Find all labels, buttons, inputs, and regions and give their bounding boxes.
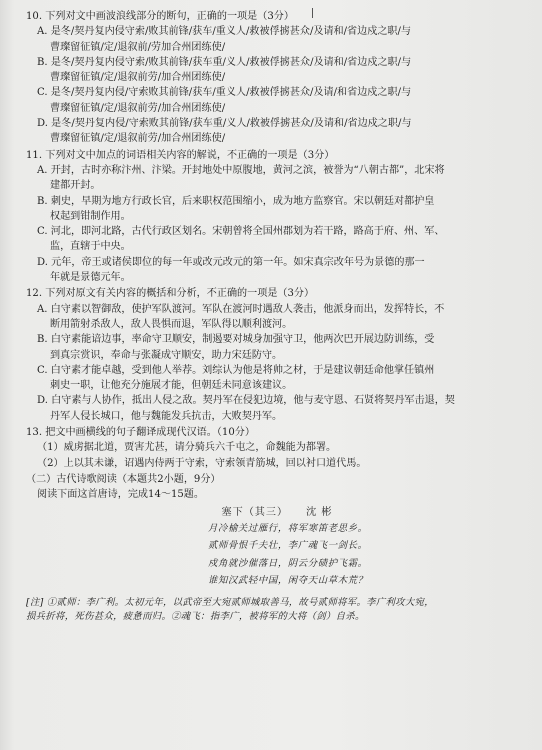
poem-note-1: [注] ①贰师：李广利。太初元年，以武帝至大宛贰师城取善马，故号贰师将军。李广利攻大宛， [26, 596, 434, 608]
poem-heading [26, 505, 528, 520]
poem-line-3: 戍角就沙催落日，阴云分碛护飞霜。 [208, 557, 368, 569]
poem-line-2: 贰师骨恨千夫壮，李广魂飞一剑长。 [208, 540, 368, 552]
q11-option-b-cont: 权起到钳制作用。 [50, 210, 131, 222]
q10-option-b: B. 是冬/契丹复内侵守索/败其前锋/获车重/义人/救被俘掳甚众/及请和/省边戍之职/与 [37, 56, 412, 68]
q12-option-d: D. 白守素与人协作，抵出人侵之敌。契丹军在侵犯边境，他与麦守恩、石贤将契丹军击退，契 [37, 395, 455, 407]
section-instruction: 阅读下面这首唐诗，完成14～15题。 [37, 489, 204, 501]
question-11-stem: 11. 下列对文中加点的词语相关内容的解说，不正确的一项是（3分） [26, 149, 335, 161]
q11-option-d: D. 元年，帝王或诸侯即位的每一年或改元改元的第一年。如宋真宗改年号为景德的那一 [37, 256, 425, 268]
q10-option-d-cont: 曹璨留征镇/定/退叙前劳/加合州团练使/ [50, 133, 226, 145]
q11-option-c-cont: 监，直辖于中央。 [50, 241, 131, 253]
q12-option-b-cont: 到真宗赏识，奉命与张凝成守顺安，助力宋廷防守。 [50, 349, 283, 361]
q12-option-a: A. 白守素以智御敌，使护军队渡河。军队在渡河时遇敌人袭击，他派身而出，发挥特长，不 [37, 303, 445, 315]
poem-title: 塞下（其三） [221, 506, 289, 518]
q12-option-c: C. 白守素才能卓越，受到他人举荐。刘综认为他是将帅之材，于是建议朝廷命他掌任镇州 [37, 364, 435, 376]
q10-option-c-cont: 曹璨留征镇/定/退叙前劳/加合州团练使/ [50, 102, 226, 114]
q12-option-d-cont: 丹军人侵长城口，他与魏能发兵抗击，大败契丹军。 [50, 410, 283, 422]
section-heading: （二）古代诗歌阅读（本题共2小题，9分） [26, 473, 221, 485]
question-13-stem: 13. 把文中画横线的句子翻译成现代汉语。（10分） [26, 427, 255, 439]
poem-author: 沈 彬 [306, 506, 333, 518]
question-12-stem: 12. 下列对原文有关内容的概括和分析，不正确的一项是（3分） [26, 288, 315, 300]
q11-option-c: C. 河北，即河北路，古代行政区划名。宋朝曾将全国州郡划为若干路，路高于府、州、军、 [37, 226, 445, 238]
q10-option-d: D. 是冬/契丹复内侵/守索败其前锋/获车重/义人/救被俘掳甚众/及请和/省边戍之职/与 [37, 118, 412, 130]
q13-sentence-2: （2）上以其未谦，诏遇内侍两于守索，守索领青筋城，回以衬口道代馬。 [37, 457, 367, 469]
poem-note-2: 损兵折将，死伤甚众，疲惫而归。②魂飞：指李广，被将军的大将（剑）自杀。 [26, 610, 365, 622]
q13-sentence-1: （1）威虏据北道，贾害尤甚，请分骑兵六千屯之，命魏能为都署。 [37, 442, 337, 454]
q10-option-b-cont: 曹璨留征镇/定/退叙前劳/加合州团练使/ [50, 72, 226, 84]
q11-option-d-cont: 年就是景德元年。 [50, 272, 131, 284]
q10-option-a: A. 是冬/契丹复内侵守索/败其前锋/获车/重义人/救被俘掳甚众/及请和/省边戍之职/与 [37, 26, 412, 38]
poem-line-1: 月冷榆关过雁行，将军寒笛老思乡。 [208, 522, 368, 534]
q12-option-a-cont: 断用箭射杀敌人，敌人畏惧而退，军队得以顺利渡河。 [50, 318, 293, 330]
q11-option-b: B. 刺史，早期为地方行政长官，后来职权范围缩小，成为地方监察官。宋以朝廷对都护皇 [37, 195, 435, 207]
q10-option-a-cont: 曹璨留征镇/定/退叙前/劳加合州团练使/ [50, 41, 226, 53]
q11-option-a: A. 开封，古时亦称汴州、汴梁。开封地处中原腹地，黄河之滨，被誉为“八朝古都”，北宋将 [37, 164, 445, 176]
q11-option-a-cont: 建都开封。 [50, 180, 101, 192]
poem-line-4: 谁知汉武轻中国，闲夺天山草木荒？ [208, 575, 368, 587]
q12-option-c-cont: 刺史一职，让他充分施展才能，但朝廷未同意该建议。 [50, 380, 293, 392]
question-10-stem: 10. 下列对文中画波浪线部分的断句，正确的一项是（3分） [26, 11, 294, 22]
scan-mark [312, 8, 313, 18]
q12-option-b: B. 白守素能谙边事，率命守卫顺安，制遏要对城身加强守卫，他两次巴开展边防训练，受 [37, 334, 435, 346]
q10-option-c: C. 是冬/契丹复内侵/守索败其前锋/获车/重义人/救被俘掳甚众/及请/和省边戍之职/与 [37, 87, 412, 99]
